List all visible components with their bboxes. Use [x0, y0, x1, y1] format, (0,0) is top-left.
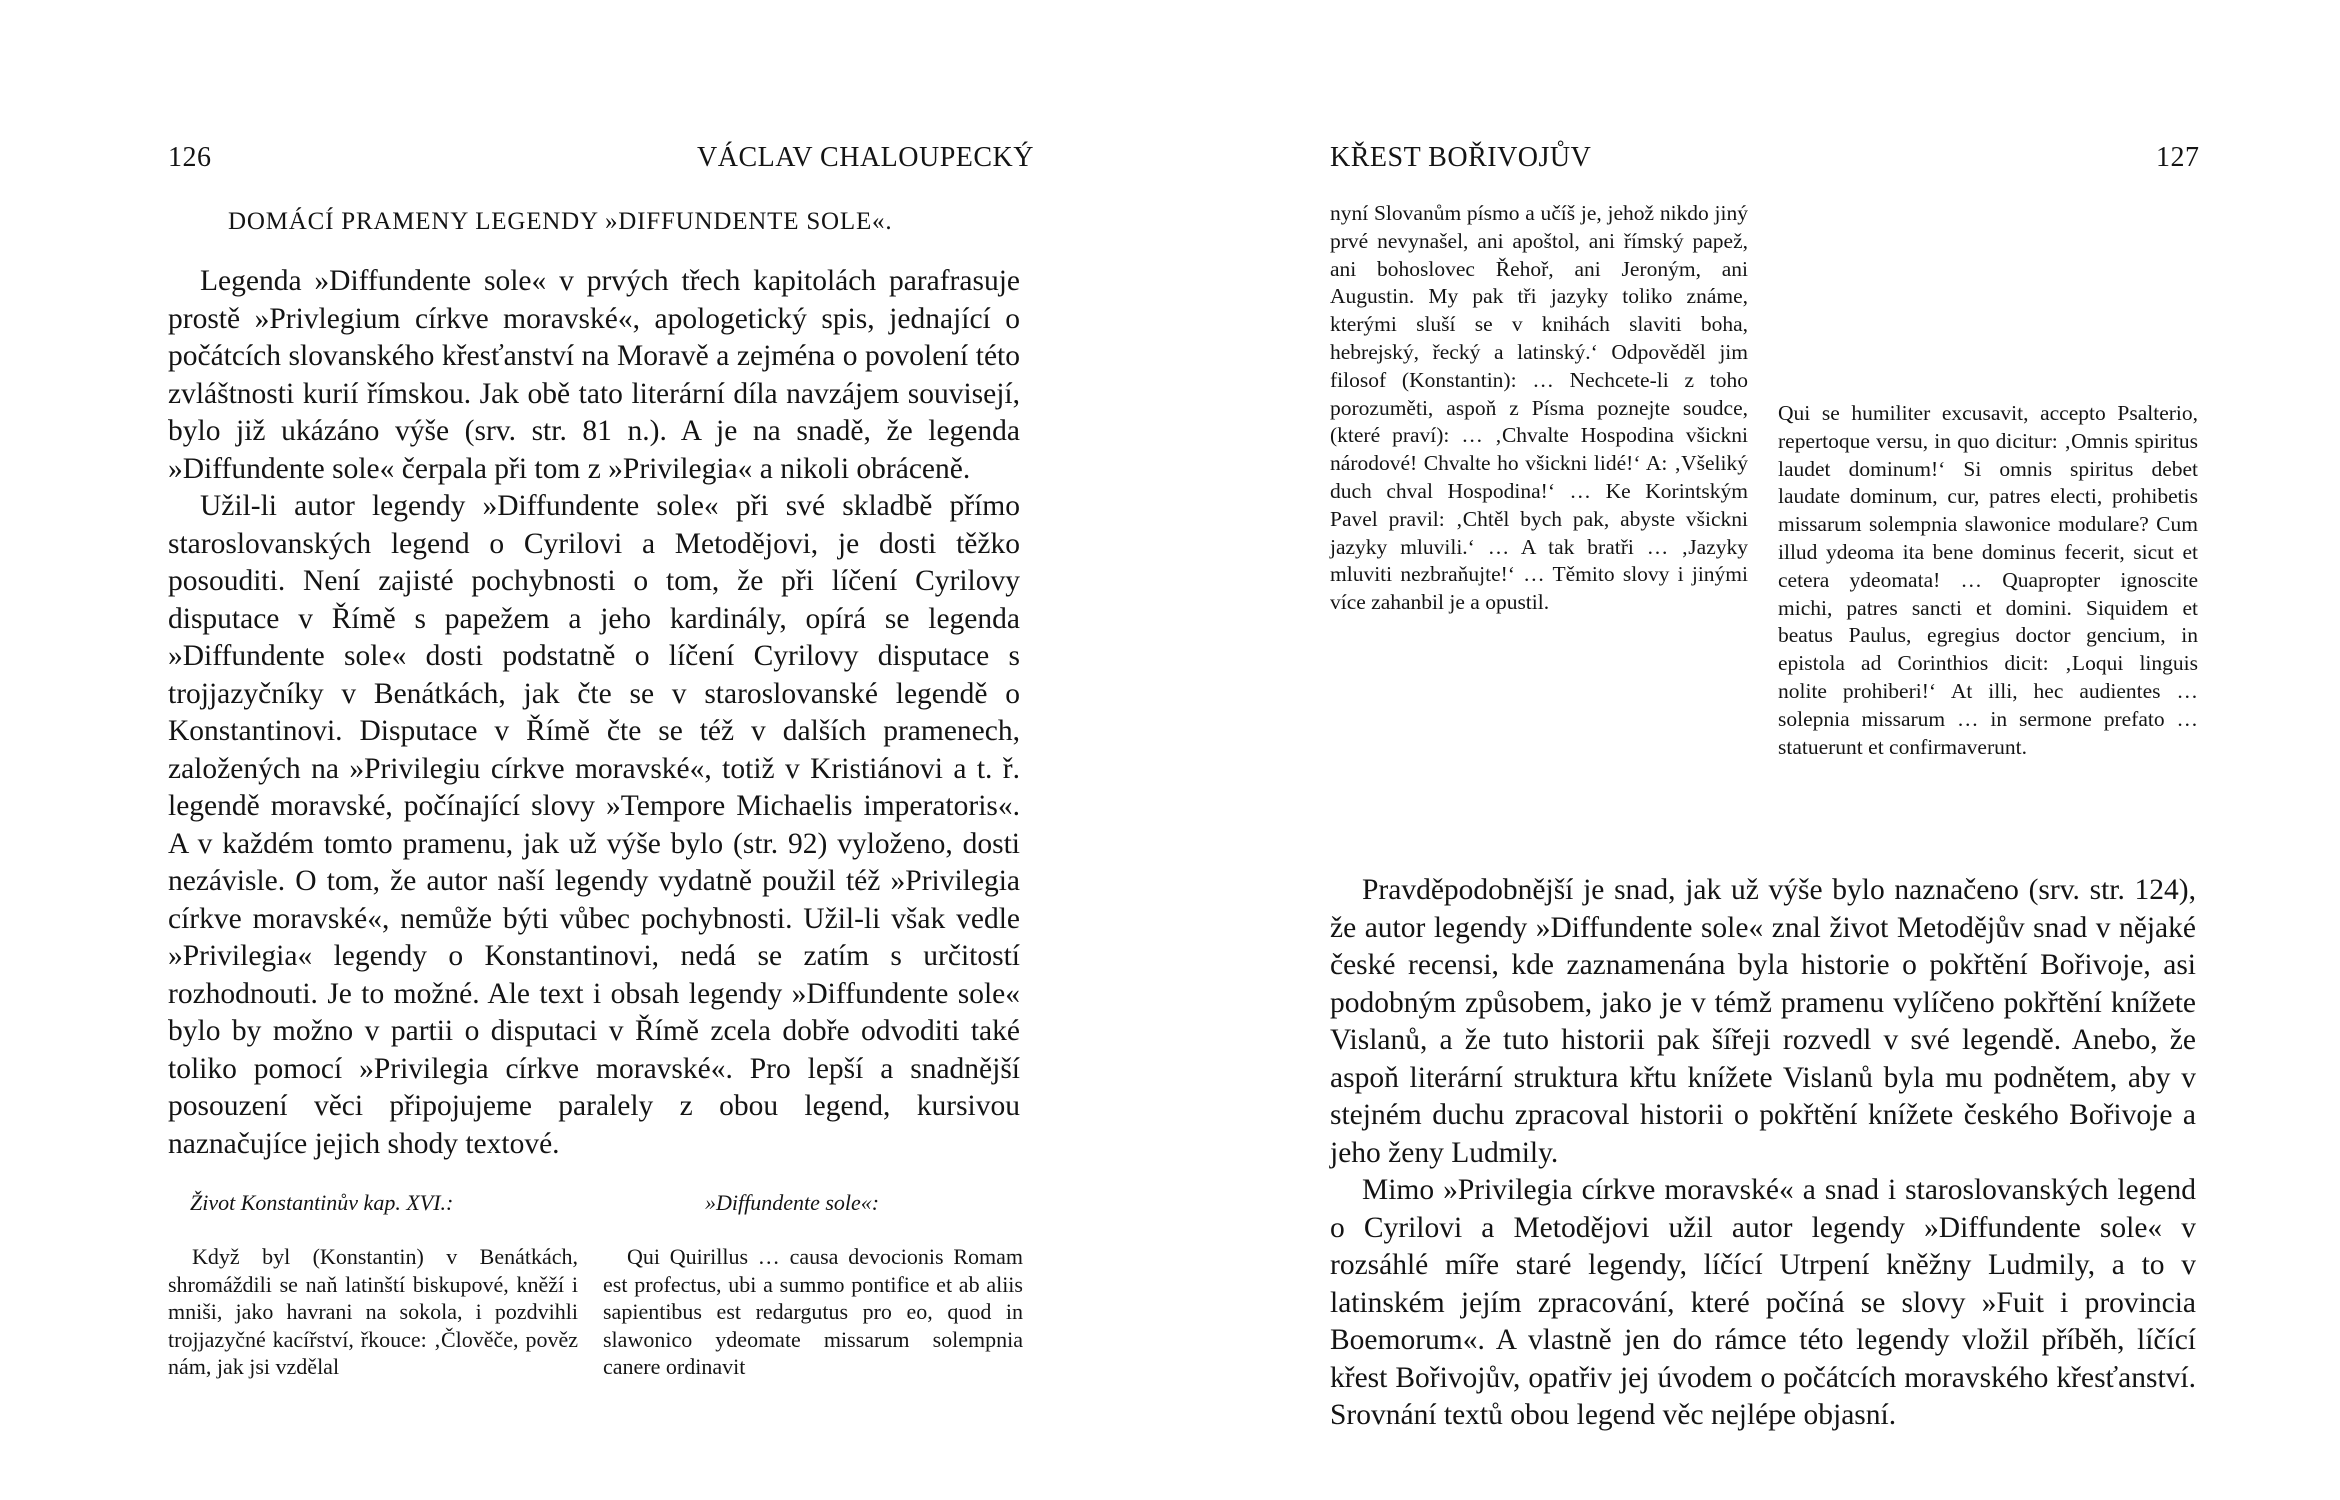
main-text [1330, 872, 2196, 1435]
page-number: 126 [168, 142, 212, 173]
parallel-text-left: Když byl (Konstantin) v Benátkách, shromáždili se naň latinští biskupové, kněží i mniši, jako havrani na sokola, i pozdvihli trojjazyčné kacířství, řkouce: ‚Člověče, pověz nám, jak jsi vzdělal [168, 1244, 578, 1379]
right-page [1170, 0, 2340, 1500]
parallel-text-left: nyní Slovanům písmo a učíš je, jehož nikdo jiný prvé nevynašel, ani apoštol, ani římský papež, ani bohoslovec Řehoř, ani Jeroným, ani Augustin. My pak tři jazyky toliko známe, kterými sluší se v knihách slaviti boha, hebrejský, řecký a latinský.‘ Odpověděl jim filosof (Konstantin): … Nechcete-li z toho porozuměti, aspoň z Písma poznejte soudce, (které praví): … ‚Chvalte Hospodina všickni národové! Chvalte ho všickni lidé!‘ A: ‚Všeliký duch chval Hospodina!‘ … Ke Korintským Pavel pravil: ‚Chtěl bych pak, abyste všickni jazyky mluvili.‘ … A tak bratři … ‚Jazyky mluviti nezbraňujte!‘ … Těmito slovy i jinými více zahanbil je a opustil. [1330, 201, 1748, 615]
running-head: KŘEST BOŘIVOJŮV [1330, 142, 1592, 173]
paragraph: Pravděpodobnější je snad, jak už výše bylo naznačeno (srv. str. 124), že autor legendy »Diffundente sole« znal život Metodějův snad v nějaké české recensi, kde zaznamenána byla historie o pokřtění Bořivoje, asi podobným způsobem, jako je v témž pramenu vylíčeno pokřtění knížete Vislanů, a že tuto historii pak šířeji rozvedl v své legendě. Anebo, že aspoň literární struktura křtu knížete Vislanů byla mu podnětem, aby v stejném duchu zpracoval historii o pokřtění knížete českého Bořivoje a jeho ženy Ludmily. [1330, 874, 2196, 1169]
main-text [168, 263, 1020, 1163]
paragraph: Mimo »Privilegia církve moravské« a snad i staroslovanských legend o Cyrilovi a Metodějovi užil autor legendy »Diffundente sole« v rozsáhlé míře staré legendy, líčící Utrpení kněžny Ludmily, a to v latinském jejím zpracování, které počíná se slovy »Fuit i provincia Boemorum«. A vlastně jen do rámce této legendy vložil příběh, líčící křest Bořivojův, opatřiv jej úvodem o počátcích moravského křesťanství. Srovnání textů obou legend věc nejlépe objasní. [1330, 1174, 2196, 1431]
parallel-text-right: Qui se humiliter excusavit, accepto Psalterio, repertoque versu, in quo dicitur: ‚Omnis spiritus laudet dominum!‘ Si omnis spiritus debet laudate dominum, cur, patres electi, prohibetis missarum solempnia slawonice modulare? Cum illud ydeoma ita bene dominus fecerit, sicut et cetera ydeomata! … Quapropter ignoscite michi, patres sancti et domini. Siquidem et beatus Paulus, egregius doctor gencium, in epistola ad Corinthios dicit: ‚Loqui linguis nolite prohiberi!‘ At illi, hec audientes … solepnia missarum … in sermone prefato … statuerunt et confirmaverunt. [1778, 401, 2198, 759]
parallel-heading-left: Život Konstantinův kap. XVI.: [190, 1190, 454, 1215]
parallel-heading-right: »Diffundente sole«: [705, 1190, 880, 1215]
paragraph: Legenda »Diffundente sole« v prvých třech kapitolách parafrasuje prostě »Privlegium církve moravské«, apologetický spis, jednající o počátcích slovanského křesťanství na Moravě a zejména o povolení této zvláštnosti kurií římskou. Jak obě tato literární díla navzájem souvisejí, bylo již ukázáno výše (srv. str. 81 n.). A je na snadě, že legenda »Diffundente sole« čerpala při tom z »Privilegia« a nikoli obráceně. [168, 265, 1020, 485]
section-title: DOMÁCÍ PRAMENY LEGENDY »DIFFUNDENTE SOLE«. [228, 208, 893, 235]
page-number: 127 [2156, 142, 2200, 173]
parallel-text-right: Qui Quirillus … causa devocionis Romam est profectus, ubi a summo pontifice et ab aliis sapientibus est redargutus pro eo, quod in slawonico ydeomate missarum solempnia canere ordinavit [603, 1244, 1023, 1379]
running-head: VÁCLAV CHALOUPECKÝ [697, 142, 1035, 173]
paragraph: Užil-li autor legendy »Diffundente sole« při své skladbě přímo staroslovanských legend o Cyrilovi a Metodějovi, je dosti těžko posouditi. Není zajisté pochybnosti o tom, že při líčení Cyrilovy disputace v Římě s papežem a jeho kardinály, opírá se legenda »Diffundente sole« dosti podstatně o líčení Cyrilovy disputace s trojjazyčníky v Benátkách, jak čte se v staroslovanské legendě o Konstantinovi. Disputace v Římě čte se též v dalších pramenech, založených na »Privilegiu církve moravské«, totiž v Kristiánovi a t. ř. legendě moravské, počínající slovy »Tempore Michaelis imperatoris«. A v každém tomto pramenu, jak už výše bylo (str. 92) vyloženo, dosti nezávisle. O tom, že autor naší legendy vydatně použil též »Privilegia církve moravské«, nemůže býti vůbec pochybnosti. Užil-li však vedle »Privilegia« legendy o Konstantinovi, nedá se zatím s určitostí rozhodnouti. Je to možné. Ale text i obsah legendy »Diffundente sole« bylo by možno v partii o disputaci v Římě zcela dobře odvoditi také toliko pomocí »Privilegia církve moravské«. Pro lepší a snadnější posouzení věci připojujeme paralely z obou legend, kursivou naznačujíce jejich shody textové. [168, 490, 1020, 1160]
